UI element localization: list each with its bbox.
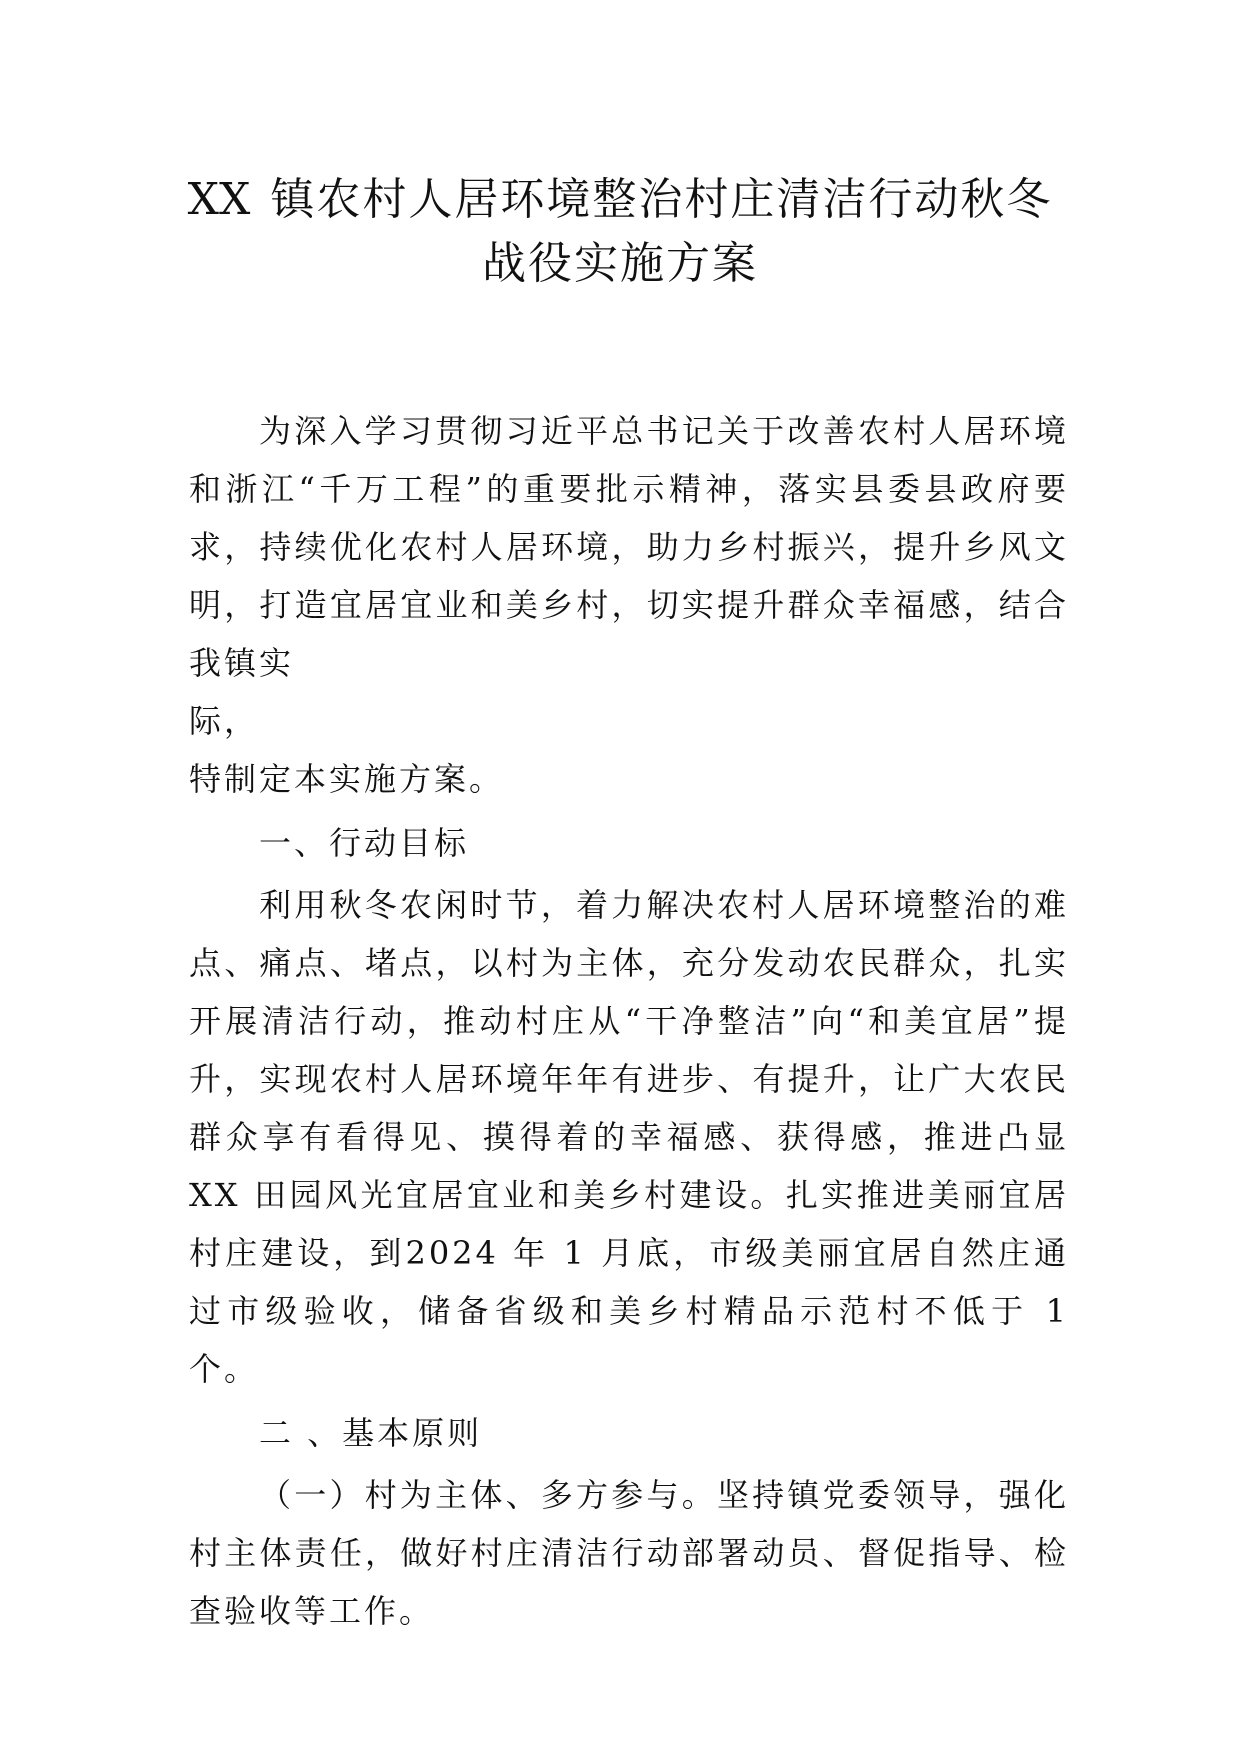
intro-paragraph: 为深入学习贯彻习近平总书记关于改善农村人居环境和浙江“千万工程”的重要批示精神，落实县委县政府要求，持续优化农村人居环境，助力乡村振兴，提升乡风文明，打造宜居宜业和美乡村，切实提升群众幸福感，结合我镇实 [189, 412, 1069, 682]
section-2-heading: 二 、基本原则 [259, 1414, 483, 1452]
title-line-1 [150, 168, 1090, 232]
title-prefix: XX [187, 174, 251, 225]
document-title [150, 168, 1090, 296]
title-line-1-text: 镇农村人居环境整治村庄清洁行动秋冬 [270, 174, 1053, 225]
section-1-heading: 一、行动目标 [259, 824, 470, 862]
title-line-2: 战役实施方案 [482, 238, 758, 289]
section-1-paragraph: 利用秋冬农闲时节，着力解决农村人居环境整治的难点、痛点、堵点，以村为主体，充分发动农民群众，扎实开展清洁行动，推动村庄从“干净整洁”向“和美宜居”提升，实现农村人居环境年年有进步、有提升，让广大农民群众享有看得见、摸得着的幸福感、获得感，推进凸显 XX 田园风光宜居宜业和美乡村建设。扎实推进美丽宜居村庄建设，到2024 年 1 月底，市级美丽宜居自然庄通过市级验收，储备省级和美乡村精品示范村不低于 1 个。 [189, 886, 1069, 1388]
document-body [189, 402, 1069, 1640]
intro-paragraph-tail-2: 特制定本实施方案。 [189, 760, 505, 798]
intro-paragraph-tail-1: 际， [189, 702, 260, 740]
section-2-item-1: （一）村为主体、多方参与。坚持镇党委领导，强化村主体责任，做好村庄清洁行动部署动员、督促指导、检查验收等工作。 [189, 1476, 1069, 1630]
